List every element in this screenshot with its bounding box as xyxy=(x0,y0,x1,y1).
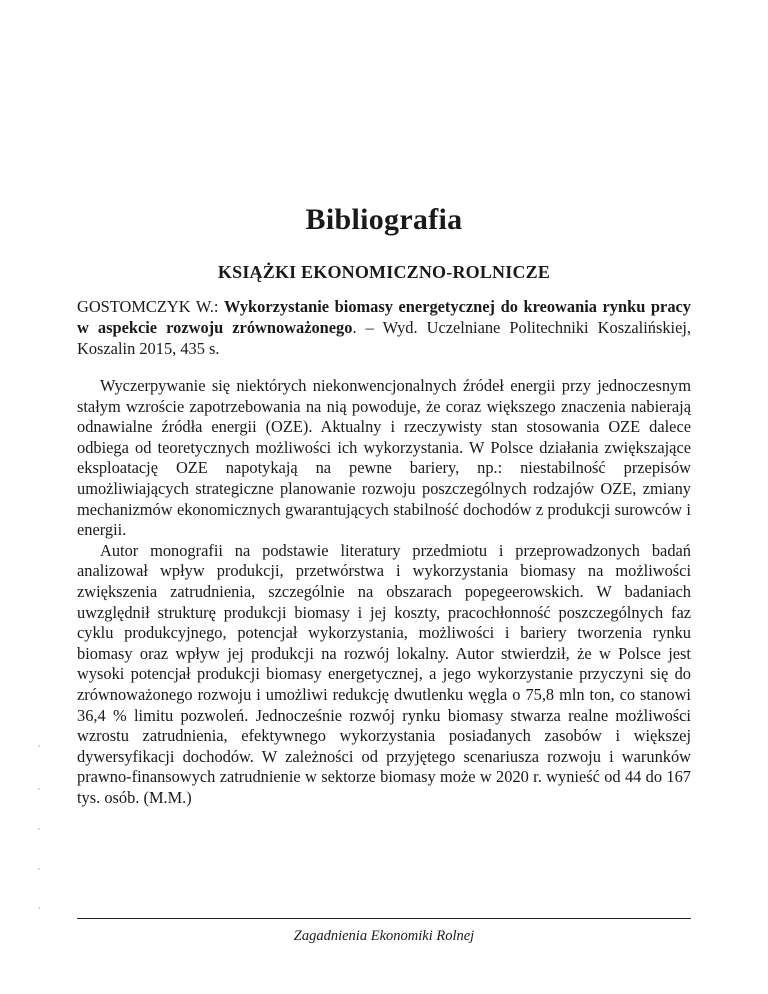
abstract-paragraph-2: Autor monografii na podstawie literatury przedmiotu i przeprowadzonych badań analizował wpływ produkcji, przetwórstwa i wykorzystania biomasy na możliwości zwiększenia zatrudnienia, szczególnie na obszarach popegeerowskich. W badaniach uwzględnił strukturę produkcji biomasy i jej koszty, pracochłonność poszczególnych faz cyklu produkcyjnego, potencjał wykorzystania, możliwości i bariery tworzenia rynku biomasy oraz wpływ jej produkcji na rozwój lokalny. Autor stwierdził, że w Polsce jest wysoki potencjał produkcji biomasy energetycznej, a jego wykorzystanie przyczyni się do zrównoważonego rozwoju i umożliwi redukcję dwutlenku węgla o 75,8 mln ton, co stanowi 36,4 % limitu pozwoleń. Jednocześnie rozwój rynku biomasy stwarza realne możliwości wzrostu zatrudnienia, efektywnego wykorzystania posiadanych zasobów i większej dywersyfikacji dochodów. W zależności od przyjętego scenariusza rozwoju i warunków prawno-finansowych zatrudnienie w sektorze biomasy może w 2020 r. wynieść od 44 do 167 tys. osób. (M.M.) xyxy=(77,540,691,807)
section-heading: KSIĄŻKI EKONOMICZNO-ROLNICZE xyxy=(217,261,551,282)
bibliographic-citation xyxy=(77,296,691,359)
footer-journal-title: Zagadnienia Ekonomiki Rolnej xyxy=(293,928,475,944)
scan-artifact-dot xyxy=(38,745,40,747)
abstract-paragraph-1: Wyczerpywanie się niektórych niekonwencjonalnych źródeł energii przy jednoczesnym stałym wzroście zapotrzebowania na nią powoduje, że coraz większego znaczenia nabierają odnawialne źródła energii (OZE). Aktualny i rzeczywisty stan stosowania OZE dalece odbiega od teoretycznych możliwości ich wykorzystania. W Polsce działania zwiększające eksploatację OZE napotykają na pewne bariery, np.: niestabilność przepisów umożliwiających strategiczne planowanie rozwoju poszczególnych rodzajów OZE, zmiany mechanizmów ekonomicznych gwarantujących stabilność dochodów z produkcji surowców i energii. xyxy=(77,376,691,540)
citation-title: Wykorzystanie biomasy energetycznej do kreowania rynku pracy w aspekcie rozwoju zrównoważonego xyxy=(77,297,691,337)
abstract xyxy=(77,376,691,808)
scan-artifact-dot xyxy=(38,788,40,790)
scan-artifact-dot xyxy=(38,828,40,830)
citation-publisher: . – Wyd. Uczelniane Politechniki Koszalińskiej, Koszalin 2015, 435 s. xyxy=(77,318,691,358)
scan-artifact-dot xyxy=(38,868,40,870)
footer-divider xyxy=(77,918,691,919)
scan-artifact-dot xyxy=(38,907,40,909)
page-title: Bibliografia xyxy=(305,203,463,237)
citation-author: GOSTOMCZYK W.: xyxy=(77,297,225,316)
